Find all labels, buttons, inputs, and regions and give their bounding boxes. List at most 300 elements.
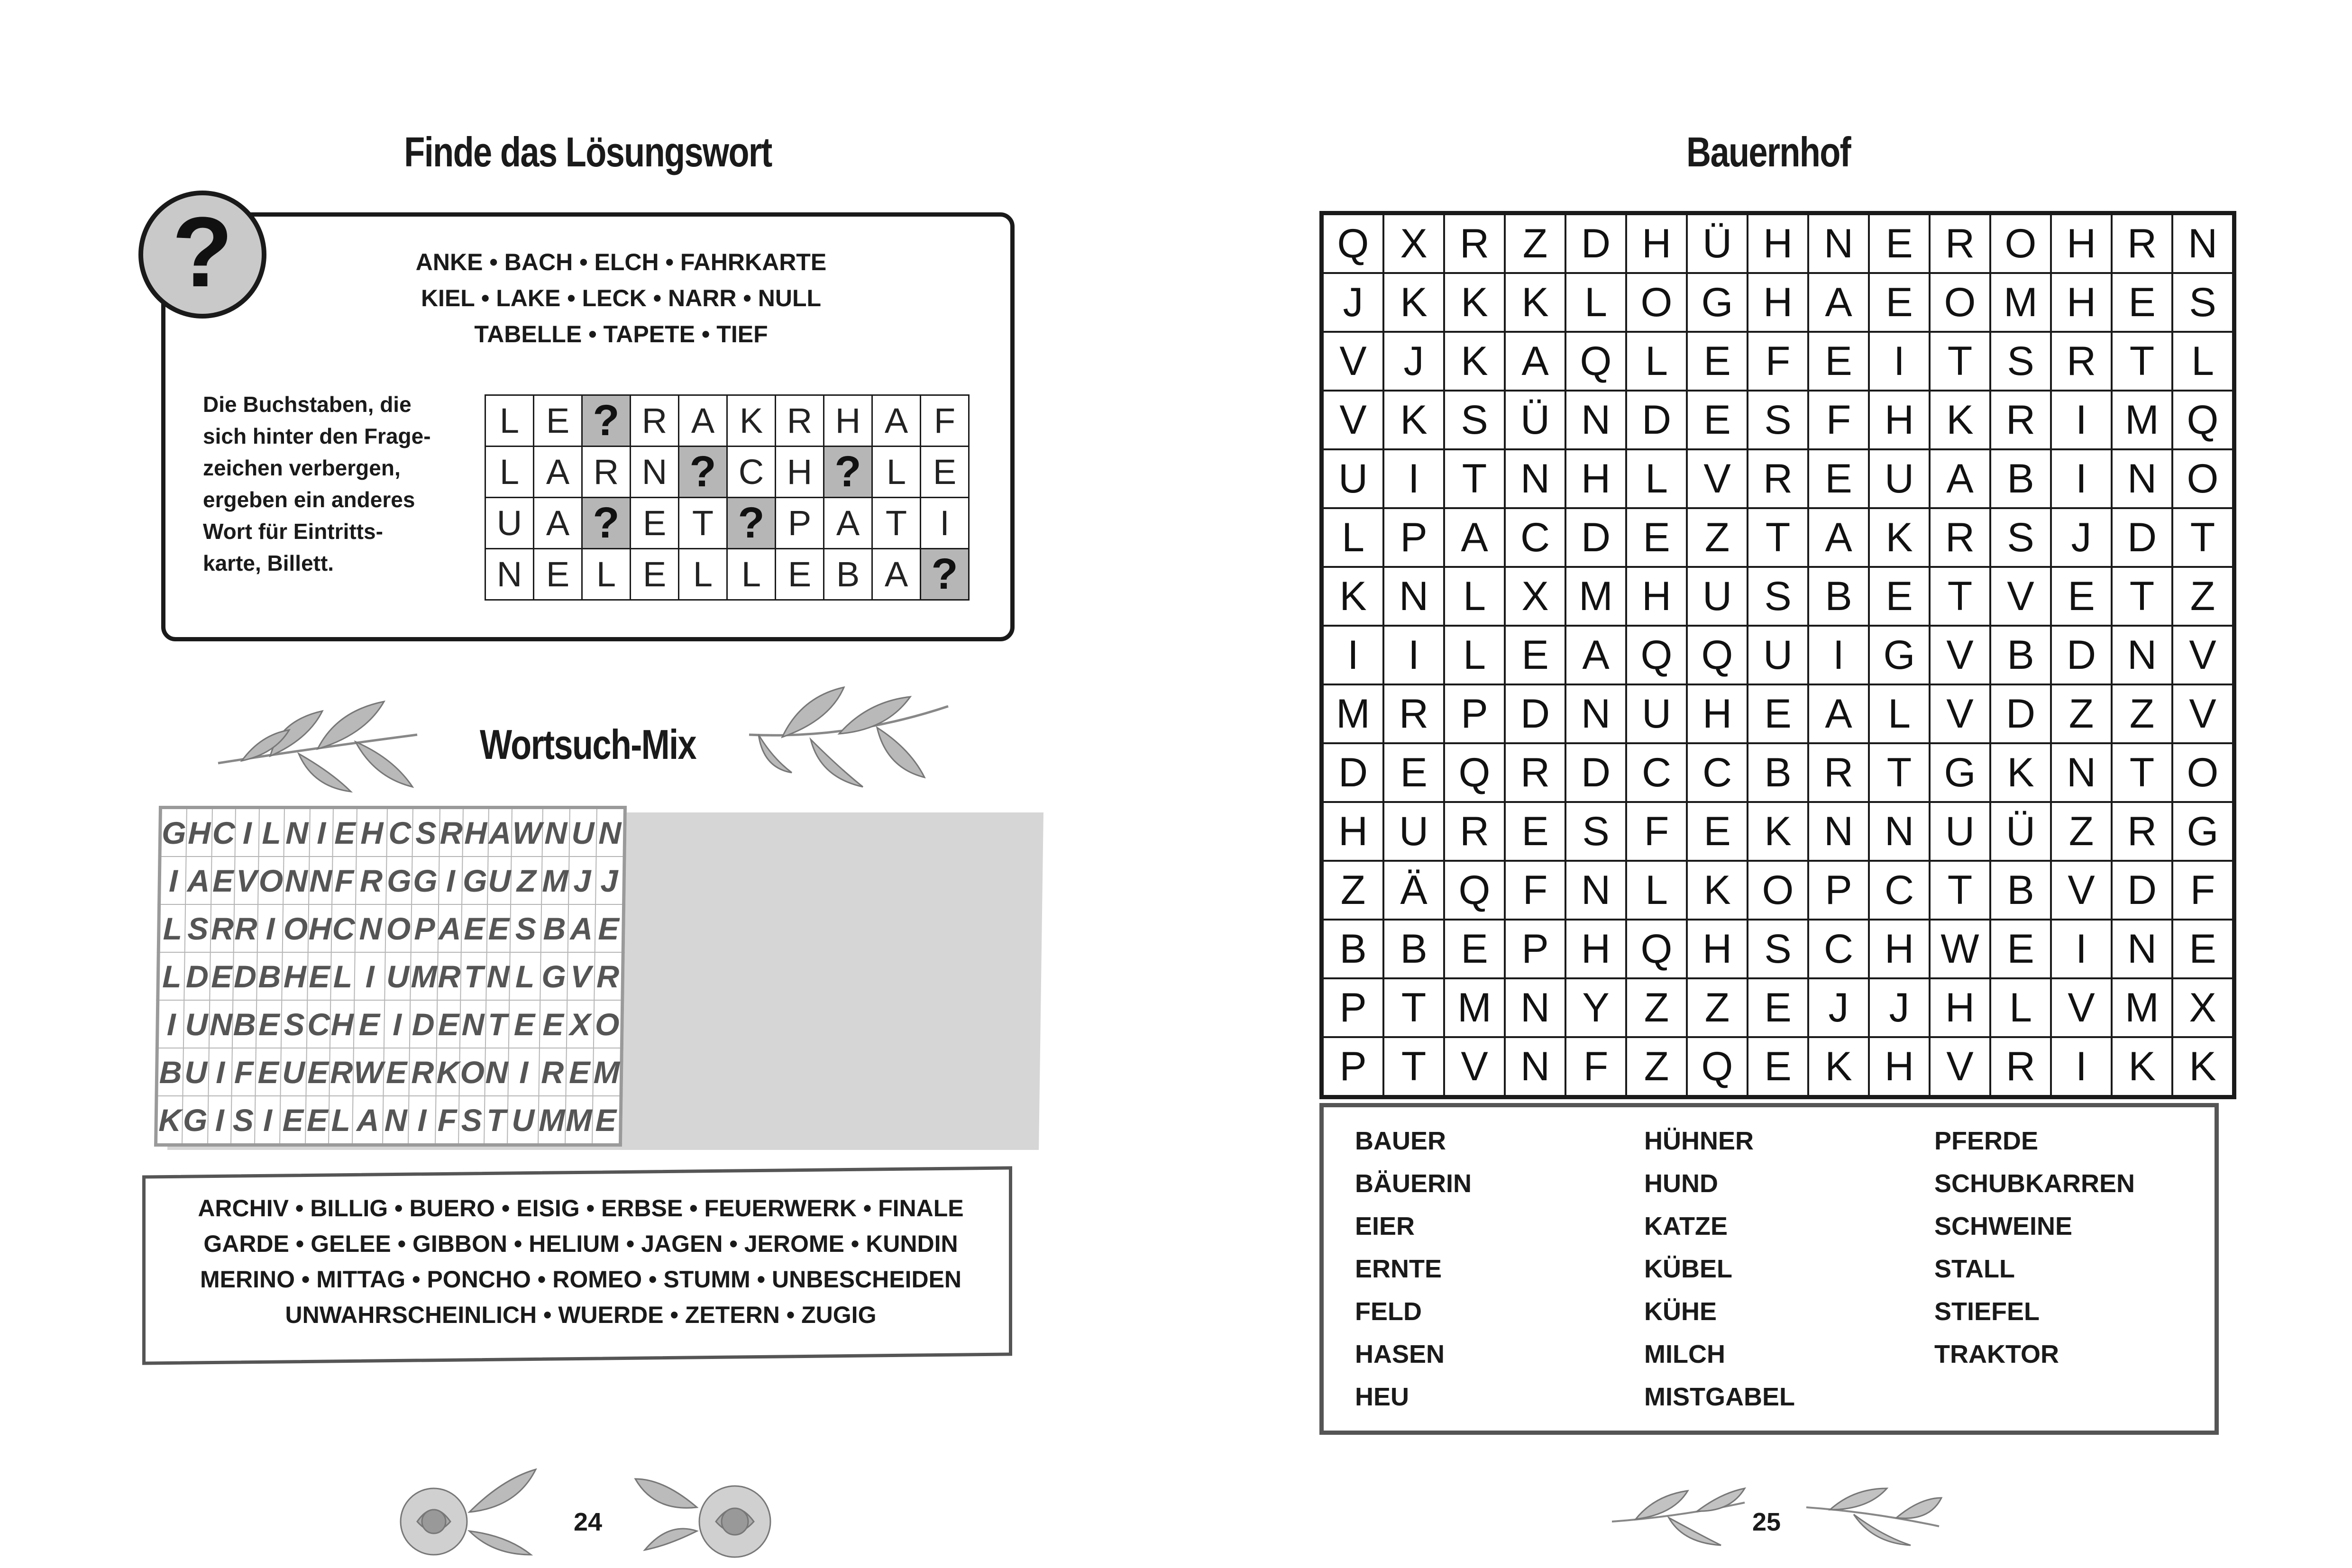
grid-cell: V [1930,626,1990,684]
letter-grid [485,394,970,601]
grid-cell: S [1748,391,1808,449]
grid-row [158,952,623,1000]
rose-decoration-right-icon [626,1450,796,1564]
grid-cell: K [2172,1037,2234,1097]
grid-cell: C [387,808,413,857]
grid-cell: O [1990,213,2051,273]
word-list-column-2 [1644,1120,1795,1418]
grid-cell: B [232,1000,256,1048]
grid-cell: E [1626,508,1687,567]
grid-cell: O [283,904,309,952]
word-list-item: ERNTE [1355,1255,1442,1283]
grid-cell: R [1505,743,1565,802]
grid-cell: E [1808,332,1869,391]
grid-cell: H [824,395,872,447]
grid-cell: H [1626,213,1687,273]
grid-cell: W [1930,920,1990,978]
grid-cell: X [2172,978,2234,1037]
grid-cell: N [1505,449,1565,508]
grid-cell: D [2112,508,2172,567]
grid-cell: A [488,808,512,857]
grid-cell: G [412,857,439,904]
grid-cell: N [631,447,679,498]
grid-cell: N [2112,626,2172,684]
grid-cell: E [2172,920,2234,978]
grid-row [158,904,623,952]
grid-row [1322,273,2234,332]
grid-cell: H [1748,213,1808,273]
grid-cell: R [631,395,679,447]
grid-cell: Ü [1687,213,1748,273]
mix-word-list [161,1191,1000,1333]
grid-cell: E [333,808,357,857]
grid-cell: T [2112,567,2172,626]
grid-cell: U [1930,802,1990,861]
hint-line: zeichen verbergen, [203,456,401,480]
grid-cell: R [1930,508,1990,567]
word-list-item: BAUER [1355,1127,1446,1155]
word-list-item: STALL [1934,1255,2015,1283]
word-list-item: SCHUBKARREN [1934,1169,2135,1198]
grid-cell: E [509,1000,540,1048]
grid-cell: E [437,1000,461,1048]
grid-cell: M [593,1048,622,1096]
grid-cell: R [1444,213,1505,273]
grid-cell: R [1990,1037,2051,1097]
grid-cell: Z [1626,978,1687,1037]
grid-cell: S [412,808,439,857]
grid-cell: E [307,952,331,1000]
grid-cell: Z [2172,567,2234,626]
grid-cell: K [727,395,776,447]
rose-decoration-left-icon [389,1450,559,1564]
grid-cell: P [1322,978,1384,1037]
grid-cell: Z [1322,861,1384,920]
grid-cell: F [232,1048,256,1096]
grid-cell: U [281,1048,307,1096]
grid-cell: H [1565,449,1626,508]
grid-row [1322,978,2234,1037]
grid-cell: B [256,952,283,1000]
mix-word-line: ARCHIV • BILLIG • BUERO • EISIG • ERBSE • FEUERWERK • FINALE [198,1195,964,1222]
mix-word-line: MERINO • MITTAG • PONCHO • ROMEO • STUMM • UNBESCHEIDEN [200,1266,962,1293]
grid-cell: K [1748,802,1808,861]
grid-cell: V [1687,449,1748,508]
grid-cell: R [2112,802,2172,861]
grid-cell: R [1383,684,1444,743]
grid-cell: I [2051,449,2112,508]
grid-cell: H [1869,920,1930,978]
grid-cell: K [1990,743,2051,802]
grid-cell: L [679,549,727,600]
grid-cell: S [231,1096,255,1145]
grid-cell: J [1383,332,1444,391]
grid-cell: E [592,1096,621,1145]
grid-cell: I [157,1000,184,1048]
grid-cell: P [1808,861,1869,920]
grid-cell: F [1626,802,1687,861]
grid-row [485,447,969,498]
hidden-letter-cell: ? [582,395,631,447]
grid-row [157,1000,622,1048]
leaf-decoration-bottom-left-icon [1607,1484,1749,1550]
right-page-title: Bauernhof [1686,128,1851,175]
grid-cell: Q [1444,861,1505,920]
grid-cell: H [282,952,308,1000]
grid-cell: N [542,808,569,857]
grid-cell: A [1444,508,1505,567]
grid-cell: C [1869,861,1930,920]
grid-cell: N [485,1048,509,1096]
grid-cell: C [331,904,356,952]
grid-cell: P [1505,920,1565,978]
leaf-branch-left-icon [213,683,422,796]
grid-cell: G [1930,743,1990,802]
grid-cell: T [485,1000,510,1048]
grid-cell: E [1687,391,1748,449]
grid-cell: B [1990,861,2051,920]
grid-cell: G [1869,626,1930,684]
grid-cell: E [256,1048,282,1096]
grid-cell: L [485,447,534,498]
grid-cell: I [354,952,385,1000]
grid-cell: T [1930,332,1990,391]
grid-cell: H [1930,978,1990,1037]
grid-cell: C [1687,743,1748,802]
grid-cell: I [1383,626,1444,684]
grid-cell: E [305,1096,329,1145]
grid-cell: Z [2112,684,2172,743]
grid-cell: X [1383,213,1444,273]
grid-cell: S [1444,391,1505,449]
grid-cell: T [1383,978,1444,1037]
grid-cell: E [595,904,623,952]
grid-cell: R [1990,391,2051,449]
grid-cell: A [1808,508,1869,567]
grid-cell: M [2112,978,2172,1037]
grid-cell: D [1565,213,1626,273]
grid-row [1322,567,2234,626]
grid-cell: A [1808,273,1869,332]
grid-cell: C [727,447,776,498]
grid-cell: E [631,549,679,600]
grid-cell: A [534,447,582,498]
grid-cell: R [2112,213,2172,273]
grid-cell: Q [1687,1037,1748,1097]
grid-cell: N [209,1000,233,1048]
grid-row [159,857,624,904]
grid-cell: F [2172,861,2234,920]
grid-cell: L [485,395,534,447]
grid-cell: K [1505,273,1565,332]
word-list-item: HUND [1644,1169,1718,1198]
grid-cell: G [160,808,187,857]
grid-cell: A [1565,626,1626,684]
grid-cell: H [1565,920,1626,978]
grid-cell: Z [1626,1037,1687,1097]
grid-cell: B [1322,920,1384,978]
grid-cell: T [2112,332,2172,391]
hint-line: karte, Billett. [203,551,334,575]
grid-cell: E [534,549,582,600]
grid-cell: I [408,1096,436,1145]
grid-cell: I [1869,332,1930,391]
grid-cell: H [776,447,824,498]
grid-cell: E [1808,449,1869,508]
grid-cell: M [565,1096,593,1145]
grid-cell: A [185,857,211,904]
grid-cell: H [357,808,388,857]
grid-cell: G [386,857,412,904]
grid-cell: K [1869,508,1930,567]
word-list-column-3 [1934,1120,2135,1376]
grid-cell: I [508,1048,540,1096]
grid-cell: I [208,1048,232,1096]
grid-cell: H [2051,213,2112,273]
grid-cell: B [1383,920,1444,978]
grid-cell: H [186,808,212,857]
hidden-letter-cell: ? [727,498,776,549]
grid-row [1322,802,2234,861]
grid-cell: N [2112,920,2172,978]
grid-cell: D [1505,684,1565,743]
grid-cell: N [486,952,510,1000]
grid-cell: L [331,952,355,1000]
grid-cell: U [183,1000,210,1048]
grid-cell: Z [1687,978,1748,1037]
grid-cell: G [462,857,488,904]
grid-cell: Z [1505,213,1565,273]
grid-cell: R [539,1048,566,1096]
section-title-wortsuch-mix: Wortsuch-Mix [479,721,696,768]
grid-cell: A [438,904,462,952]
grid-cell: L [259,808,285,857]
grid-cell: R [776,395,824,447]
grid-cell: N [383,1096,409,1145]
grid-cell: L [1444,626,1505,684]
grid-cell: H [1687,684,1748,743]
grid-row [485,549,969,600]
grid-cell: O [594,1000,622,1048]
grid-cell: B [1808,567,1869,626]
word-list-item: TRAKTOR [1934,1340,2059,1368]
grid-row [156,1048,622,1096]
grid-cell: B [540,904,568,952]
grid-cell: R [1808,743,1869,802]
grid-cell: Ä [1383,861,1444,920]
grid-cell: P [411,904,438,952]
solution-word-list [332,244,910,352]
grid-cell: E [1444,920,1505,978]
grid-cell: D [1565,743,1626,802]
grid-cell: A [1505,332,1565,391]
grid-cell: T [1930,567,1990,626]
grid-cell: D [410,1000,437,1048]
grid-cell: K [1444,273,1505,332]
grid-cell: V [2172,626,2234,684]
grid-cell: I [257,904,284,952]
grid-cell: I [1808,626,1869,684]
grid-cell: N [1565,684,1626,743]
grid-cell: I [2051,920,2112,978]
grid-cell: G [540,952,567,1000]
grid-cell: H [330,1000,354,1048]
hidden-letter-cell: ? [679,447,727,498]
grid-cell: O [2172,743,2234,802]
grid-cell: I [235,808,259,857]
grid-cell: Z [2051,802,2112,861]
grid-cell: V [1444,1037,1505,1097]
grid-cell: S [1748,920,1808,978]
grid-cell: E [1505,626,1565,684]
grid-cell: O [2172,449,2234,508]
grid-cell: C [1808,920,1869,978]
grid-cell: S [1565,802,1626,861]
grid-cell: I [255,1096,281,1145]
grid-cell: O [1626,273,1687,332]
grid-cell: Q [1687,626,1748,684]
grid-cell: M [2112,391,2172,449]
grid-cell: U [569,808,596,857]
grid-cell: D [2112,861,2172,920]
word-list-column-1 [1355,1120,1472,1418]
grid-cell: A [1808,684,1869,743]
grid-cell: N [1808,213,1869,273]
grid-cell: U [487,857,512,904]
grid-cell: P [776,498,824,549]
grid-cell: V [1322,332,1384,391]
grid-cell: K [1930,391,1990,449]
grid-cell: V [234,857,258,904]
grid-row [1322,684,2234,743]
grid-cell: T [2112,743,2172,802]
grid-cell: J [1808,978,1869,1037]
grid-cell: Q [1626,626,1687,684]
grid-row [1322,920,2234,978]
grid-cell: E [631,498,679,549]
leaf-branch-right-icon [744,678,953,796]
grid-cell: Ü [1990,802,2051,861]
grid-row [485,395,969,447]
grid-cell: R [409,1048,436,1096]
grid-cell: O [385,904,412,952]
grid-cell: M [1990,273,2051,332]
grid-cell: E [354,1000,385,1048]
grid-cell: U [1322,449,1384,508]
grid-cell: I [1383,449,1444,508]
grid-cell: N [1565,861,1626,920]
grid-cell: R [437,952,461,1000]
grid-cell: U [1687,567,1748,626]
grid-cell: X [1505,567,1565,626]
hint-line: ergeben ein anderes [203,487,415,512]
grid-cell: O [1930,273,1990,332]
grid-cell: H [1869,1037,1930,1097]
grid-cell: I [439,857,463,904]
grid-cell: W [353,1048,384,1096]
grid-cell: N [355,904,386,952]
grid-cell: N [1505,978,1565,1037]
grid-cell: T [1383,1037,1444,1097]
grid-cell: E [1687,802,1748,861]
grid-cell: F [1748,332,1808,391]
grid-cell: B [1990,626,2051,684]
mix-word-search-grid [154,806,627,1147]
grid-cell: I [159,857,186,904]
grid-cell: E [1748,684,1808,743]
grid-cell: V [1930,1037,1990,1097]
grid-cell: E [1687,332,1748,391]
page-number-left: 24 [574,1508,603,1536]
grid-cell: H [1687,920,1748,978]
grid-cell: C [1505,508,1565,567]
word-list-line: ANKE • BACH • ELCH • FAHRKARTE [415,249,827,275]
grid-cell: K [1687,861,1748,920]
grid-cell: E [1383,743,1444,802]
grid-cell: U [485,498,534,549]
leaf-decoration-bottom-right-icon [1802,1484,1944,1550]
grid-cell: V [1322,391,1384,449]
grid-cell: N [1808,802,1869,861]
grid-cell: A [872,395,921,447]
word-list-item: HEU [1355,1383,1409,1411]
grid-cell: P [1383,508,1444,567]
word-list-item: HÜHNER [1644,1127,1754,1155]
grid-cell: N [1869,802,1930,861]
grid-cell: M [541,857,569,904]
word-list-item: EIER [1355,1212,1415,1240]
grid-cell: E [1869,273,1930,332]
grid-cell: V [2172,684,2234,743]
question-mark-icon: ? [172,196,233,308]
grid-cell: S [2172,273,2234,332]
grid-cell: L [1444,567,1505,626]
grid-cell: O [1748,861,1808,920]
grid-cell: E [306,1048,330,1096]
hint-text [203,389,468,579]
grid-cell: H [2051,273,2112,332]
grid-cell: K [1383,273,1444,332]
word-list-item: SCHWEINE [1934,1212,2073,1240]
grid-cell: L [1626,449,1687,508]
grid-cell: S [1990,508,2051,567]
grid-cell: R [234,904,258,952]
grid-cell: L [1565,273,1626,332]
grid-row [1322,861,2234,920]
grid-cell: R [582,447,631,498]
grid-row [160,808,625,857]
grid-cell: L [1626,861,1687,920]
grid-cell: U [183,1048,209,1096]
grid-cell: Y [1565,978,1626,1037]
grid-cell: E [1748,1037,1808,1097]
grid-cell: L [1869,684,1930,743]
grid-cell: J [1322,273,1384,332]
grid-cell: F [435,1096,459,1145]
grid-cell: A [1930,449,1990,508]
grid-cell: Q [1444,743,1505,802]
grid-row [1322,332,2234,391]
hint-line: Die Buchstaben, die [203,392,412,417]
grid-cell: T [1748,508,1808,567]
grid-cell: E [2112,273,2172,332]
grid-cell: E [566,1048,593,1096]
grid-row [1322,626,2234,684]
grid-cell: H [308,904,332,952]
grid-cell: K [156,1096,183,1145]
hint-line: sich hinter den Frage- [203,424,431,448]
grid-cell: G [1687,273,1748,332]
